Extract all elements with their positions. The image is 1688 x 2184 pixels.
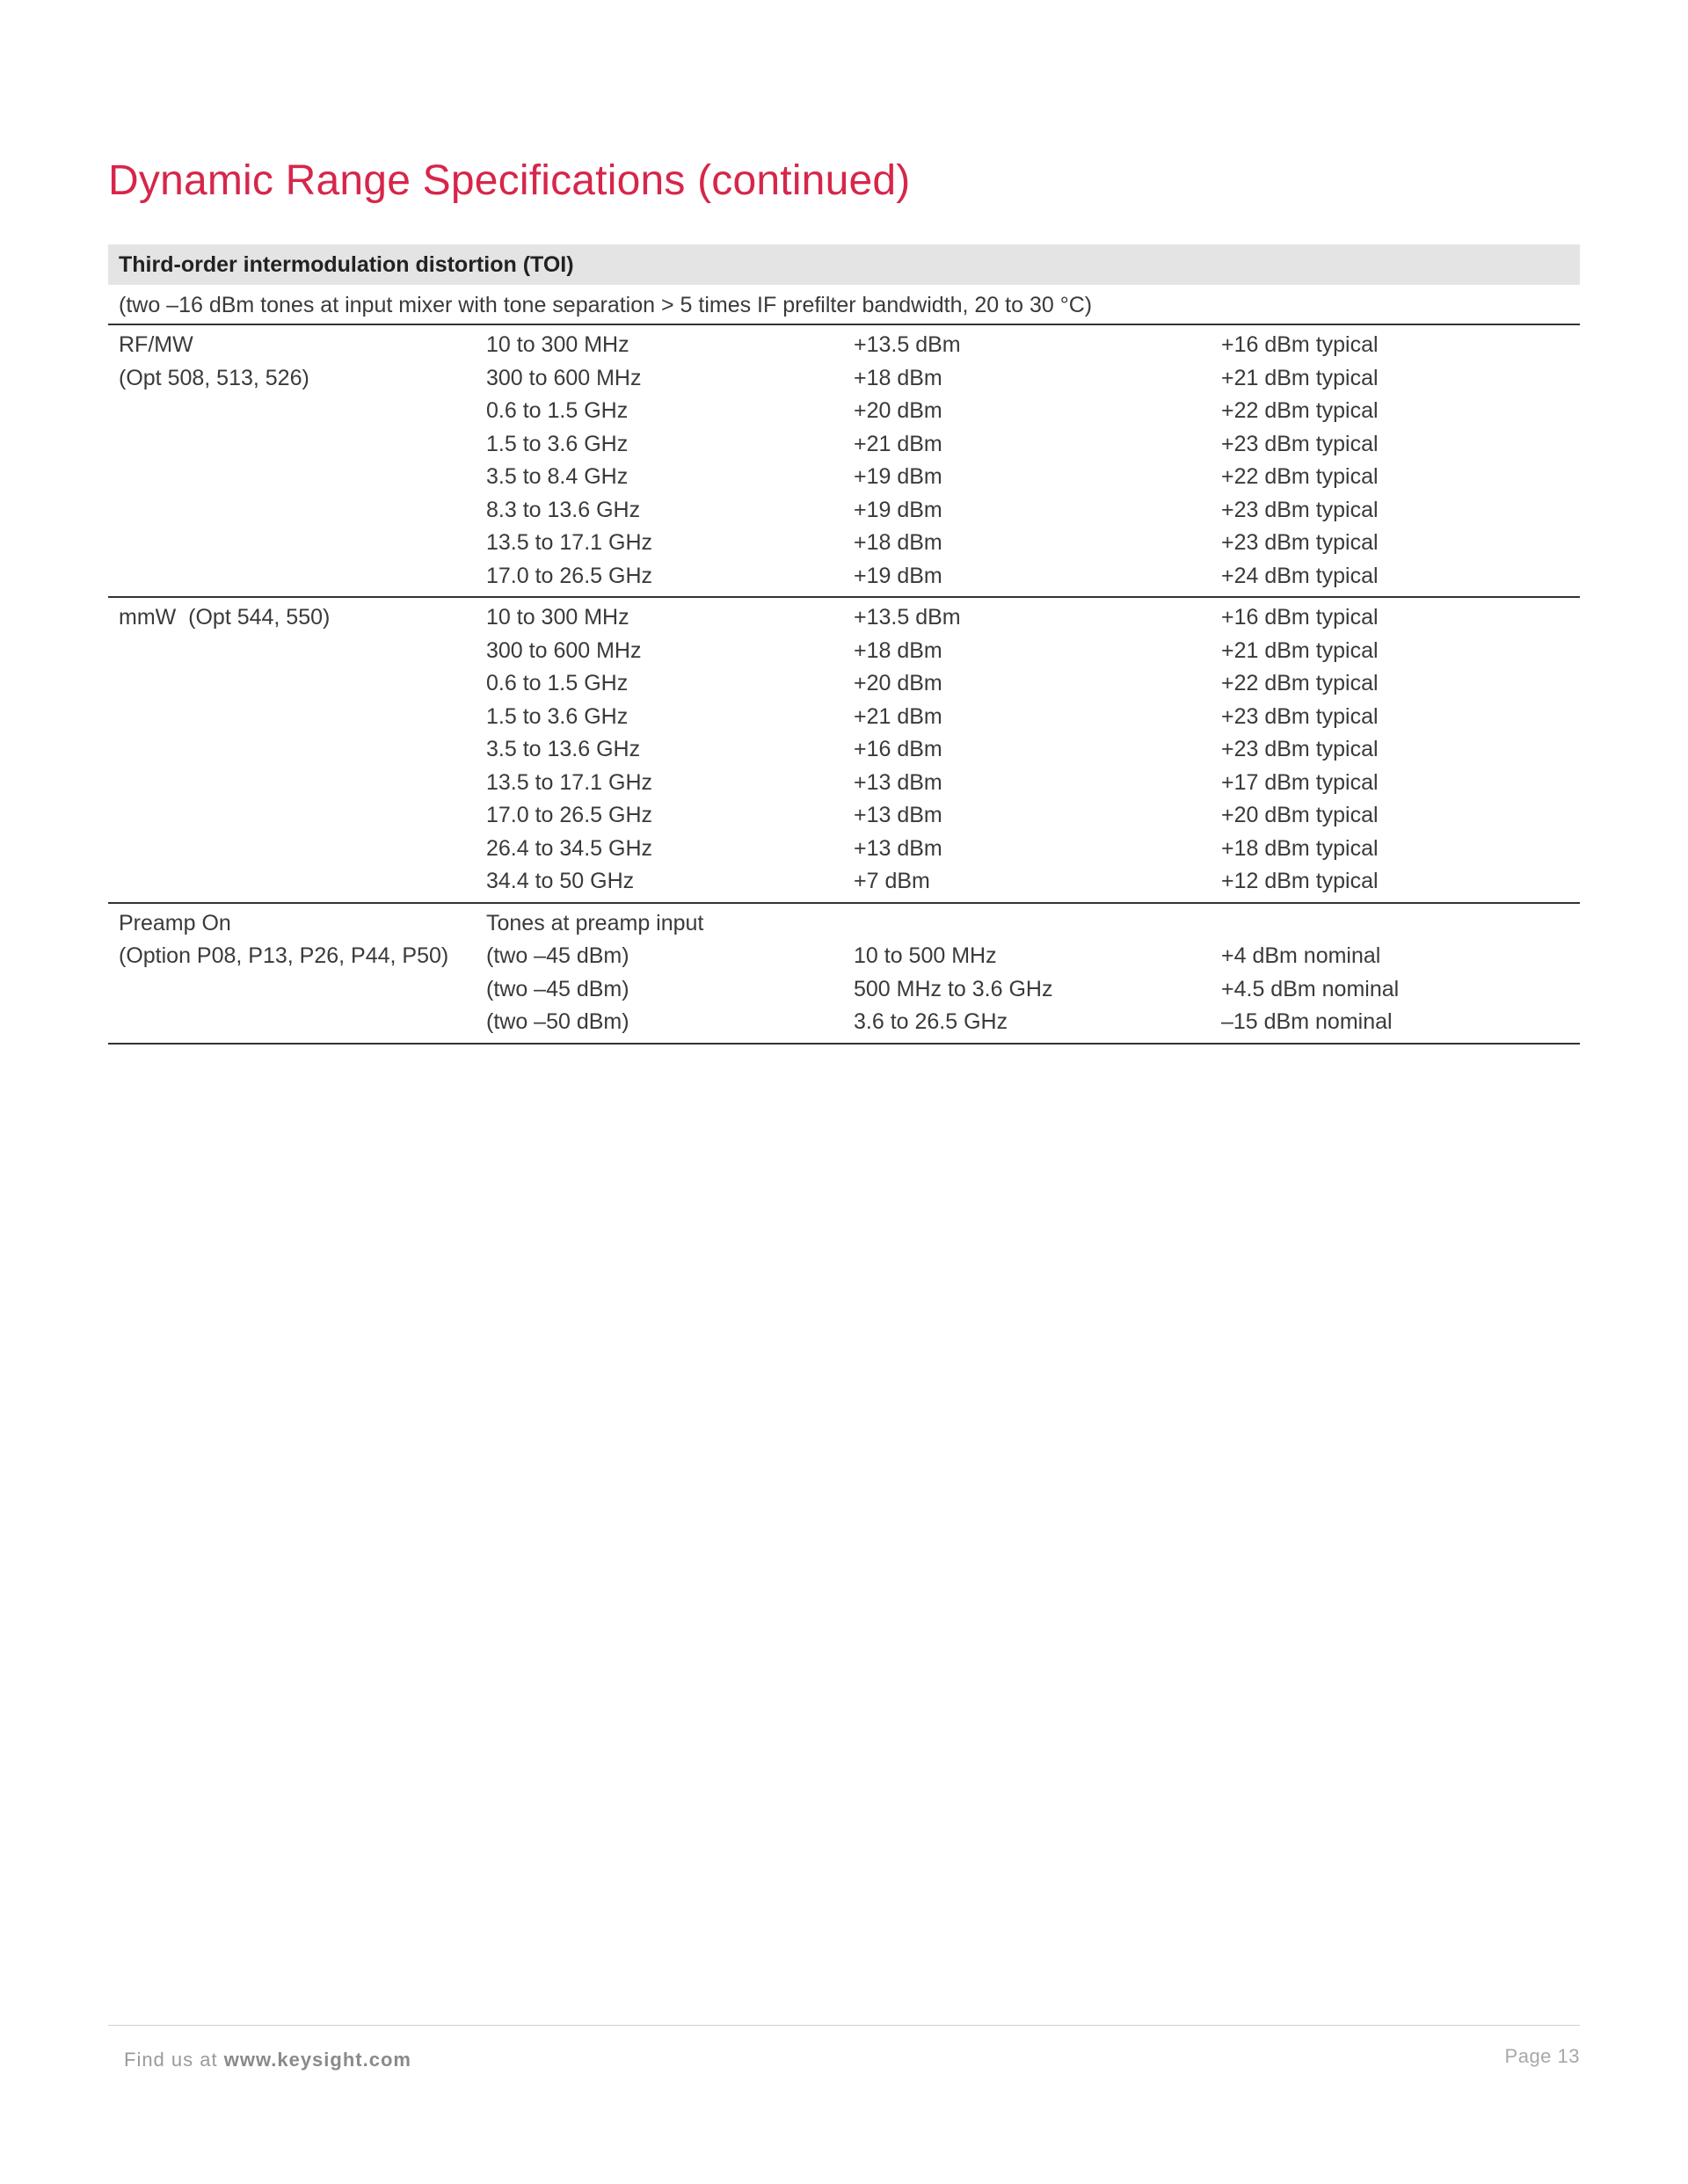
frequency-range: 1.5 to 3.6 GHz [486, 703, 629, 729]
typical-value: +23 dBm typical [1221, 431, 1379, 456]
typical-value: +23 dBm typical [1221, 530, 1379, 555]
frequency-range: 500 MHz to 3.6 GHz [854, 976, 1053, 1001]
spec-value: +20 dBm [854, 671, 942, 695]
table-row [108, 973, 1580, 1007]
frequency-range: 300 to 600 MHz [486, 365, 642, 390]
typical-value: +23 dBm typical [1221, 497, 1379, 522]
frequency-range: 3.6 to 26.5 GHz [854, 1009, 1008, 1034]
typical-value: +22 dBm typical [1221, 671, 1379, 695]
typical-value: +21 dBm typical [1221, 637, 1379, 663]
tone-level: (two –50 dBm) [486, 1009, 629, 1034]
spec-value: +13.5 dBm [854, 605, 961, 630]
typical-value: +12 dBm typical [1221, 869, 1379, 893]
group-label-line: (Option P08, P13, P26, P44, P50) [119, 943, 449, 968]
page-title: Dynamic Range Specifications (continued) [108, 157, 911, 204]
table-row [108, 799, 1580, 833]
table-row [108, 667, 1580, 701]
typical-value: +18 dBm typical [1221, 835, 1379, 861]
frequency-range: 17.0 to 26.5 GHz [486, 803, 653, 827]
table-row [108, 395, 1580, 428]
spec-table [108, 325, 1580, 1045]
table-row [108, 701, 1580, 734]
frequency-range: 13.5 to 17.1 GHz [486, 769, 653, 795]
table-row [108, 362, 1580, 396]
frequency-range: 8.3 to 13.6 GHz [486, 497, 641, 522]
group-label-line: (Opt 508, 513, 526) [119, 365, 309, 390]
frequency-range: 0.6 to 1.5 GHz [486, 398, 629, 423]
table-row [108, 635, 1580, 668]
footer-divider [108, 2025, 1580, 2026]
spec-value: +13 dBm [854, 803, 942, 827]
spec-value: +13.5 dBm [854, 332, 961, 357]
table-row [108, 865, 1580, 899]
frequency-range: 1.5 to 3.6 GHz [486, 431, 629, 456]
typical-value: +23 dBm typical [1221, 703, 1379, 729]
nominal-value: +4 dBm nominal [1221, 943, 1381, 968]
tone-level: (two –45 dBm) [486, 943, 629, 968]
table-row [108, 907, 1580, 941]
table-row [108, 601, 1580, 635]
frequency-range: 0.6 to 1.5 GHz [486, 671, 629, 695]
table-row [108, 833, 1580, 866]
nominal-value: +4.5 dBm nominal [1221, 976, 1400, 1001]
frequency-range: 10 to 500 MHz [854, 943, 997, 968]
typical-value: +23 dBm typical [1221, 737, 1379, 761]
spec-value: +18 dBm [854, 530, 942, 555]
frequency-range: 300 to 600 MHz [486, 637, 642, 663]
spec-value: +21 dBm [854, 431, 942, 456]
spec-value: +20 dBm [854, 398, 942, 423]
typical-value: +16 dBm typical [1221, 332, 1379, 357]
footer-find-us [124, 2049, 411, 2071]
table-row [108, 1006, 1580, 1039]
typical-value: +21 dBm typical [1221, 365, 1379, 390]
spec-value: +19 dBm [854, 464, 942, 489]
table-row [108, 527, 1580, 560]
group-label-line: RF/MW [119, 332, 193, 357]
spec-value: +7 dBm [854, 869, 930, 893]
page-number: Page 13 [1504, 2045, 1580, 2067]
spec-value: +16 dBm [854, 737, 942, 761]
table-row [108, 560, 1580, 593]
table-row [108, 733, 1580, 767]
group-label-line: Preamp On [119, 910, 231, 935]
spec-value: +13 dBm [854, 769, 942, 795]
typical-value: +17 dBm typical [1221, 769, 1379, 795]
spec-group-mmw [108, 598, 1580, 904]
typical-value: +20 dBm typical [1221, 803, 1379, 827]
frequency-range: 13.5 to 17.1 GHz [486, 530, 653, 555]
spec-value: +19 dBm [854, 563, 942, 588]
table-row [108, 494, 1580, 528]
footer-url-link[interactable]: www.keysight.com [223, 2049, 411, 2071]
table-row [108, 329, 1580, 362]
test-conditions: (two –16 dBm tones at input mixer with tone separation > 5 times IF prefilter bandwidth, 20 to 30 °C) [108, 285, 1580, 325]
frequency-range: 17.0 to 26.5 GHz [486, 563, 653, 588]
frequency-range: 3.5 to 13.6 GHz [486, 737, 641, 761]
spec-value: +21 dBm [854, 703, 942, 729]
frequency-range: 10 to 300 MHz [486, 332, 629, 357]
tone-level: (two –45 dBm) [486, 976, 629, 1001]
nominal-value: –15 dBm nominal [1221, 1009, 1393, 1034]
frequency-range: 3.5 to 8.4 GHz [486, 464, 629, 489]
table-row [108, 767, 1580, 800]
section-header: Third-order intermodulation distortion (TOI) [108, 244, 1580, 285]
spec-value: +18 dBm [854, 637, 942, 663]
typical-value: +22 dBm typical [1221, 464, 1379, 489]
spec-value: +13 dBm [854, 835, 942, 861]
spec-group-preamp [108, 904, 1580, 1045]
group-label-line: mmW (Opt 544, 550) [119, 605, 331, 630]
table-row [108, 461, 1580, 494]
typical-value: +16 dBm typical [1221, 605, 1379, 630]
frequency-range: 34.4 to 50 GHz [486, 869, 635, 893]
tone-level: Tones at preamp input [486, 910, 704, 935]
typical-value: +24 dBm typical [1221, 563, 1379, 588]
frequency-range: 10 to 300 MHz [486, 605, 629, 630]
typical-value: +22 dBm typical [1221, 398, 1379, 423]
footer-prefix: Find us at [124, 2049, 224, 2071]
spec-value: +19 dBm [854, 497, 942, 522]
spec-group-rfmw [108, 325, 1580, 598]
spec-value: +18 dBm [854, 365, 942, 390]
table-row [108, 428, 1580, 462]
table-row [108, 940, 1580, 973]
frequency-range: 26.4 to 34.5 GHz [486, 835, 653, 861]
